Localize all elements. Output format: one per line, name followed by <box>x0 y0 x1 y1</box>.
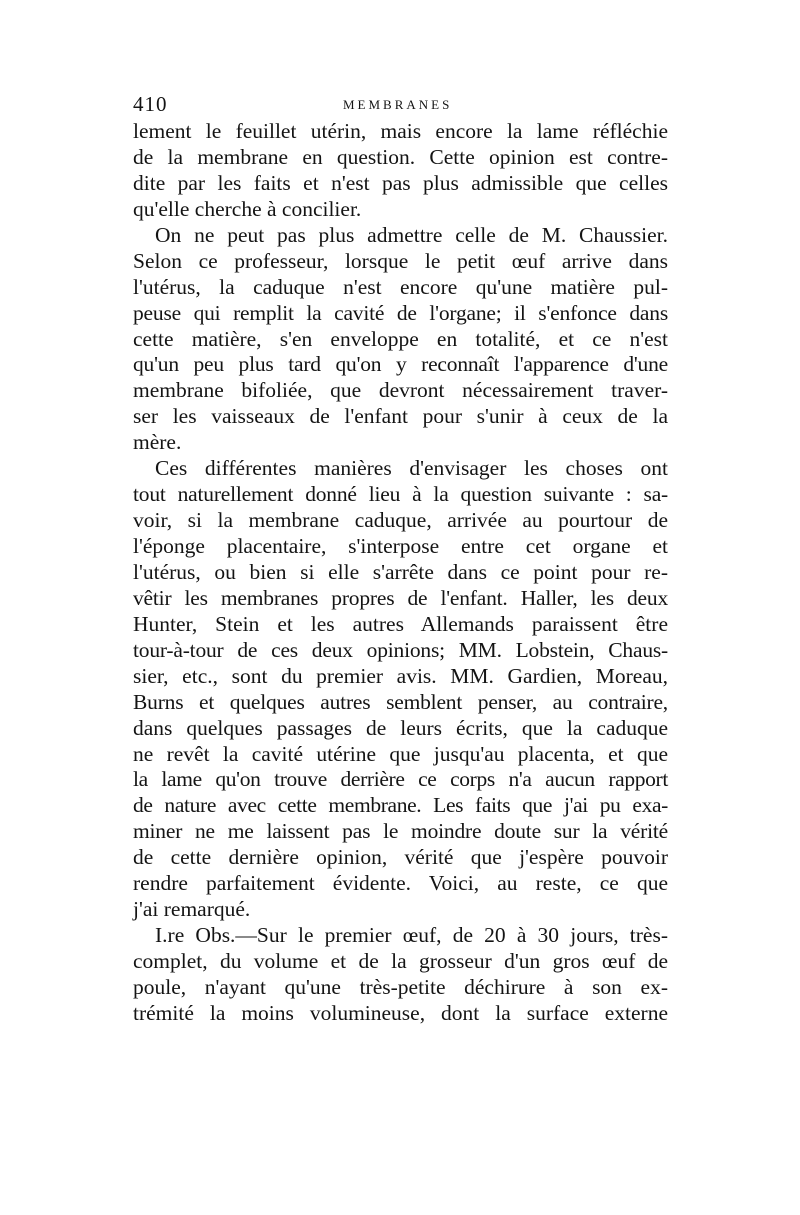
text-line: vêtir les membranes propres de l'enfant. Haller, les deux <box>133 585 668 610</box>
text-line: dite par les faits et n'est pas plus admissible que celles <box>133 170 668 195</box>
text-line: cette matière, s'en enveloppe en totalité, et ce n'est <box>133 326 668 351</box>
text-line: j'ai remarqué. <box>133 897 251 922</box>
text-line: l'éponge placentaire, s'interpose entre cet organe et <box>133 534 668 558</box>
text-line: l'utérus, la caduque n'est encore qu'une matière pul- <box>133 274 668 299</box>
text-line: complet, du volume et de la grosseur d'un gros œuf de <box>133 949 668 973</box>
text-line: ne revêt la cavité utérine que jusqu'au placenta, et que <box>133 741 668 766</box>
text-line: poule, n'ayant qu'une très-petite déchirure à son ex- <box>133 974 668 999</box>
text-line: ser les vaisseaux de l'enfant pour s'unir à ceux de la <box>133 404 668 429</box>
text-line: I.re Obs.—Sur le premier œuf, de 20 à 30 jours, très- <box>155 923 668 948</box>
text-line: membrane bifoliée, que devront nécessairement traver- <box>133 378 668 403</box>
text-line: tour-à-tour de ces deux opinions; MM. Lobstein, Chaus- <box>133 637 668 662</box>
text-line: de nature avec cette membrane. Les faits que j'ai pu exa- <box>133 793 668 818</box>
page-header <box>133 92 668 122</box>
text-line: trémité la moins volumineuse, dont la surface externe <box>133 1000 668 1025</box>
text-line: dans quelques passages de leurs écrits, que la caduque <box>133 715 668 740</box>
text-line: tout naturellement donné lieu à la question suivante : sa- <box>133 482 668 507</box>
text-line: mère. <box>133 430 182 455</box>
page-number: 410 <box>133 92 168 116</box>
text-line: On ne peut pas plus admettre celle de M. Chaussier. <box>155 222 668 247</box>
body-text <box>133 119 668 1027</box>
text-line: lement le feuillet utérin, mais encore la lame réfléchie <box>133 119 668 143</box>
text-line: la lame qu'on trouve derrière ce corps n'a aucun rapport <box>133 767 668 792</box>
text-line: Hunter, Stein et les autres Allemands paraissent être <box>133 611 668 636</box>
text-line: de la membrane en question. Cette opinion est contre- <box>133 144 668 169</box>
text-line: sier, etc., sont du premier avis. MM. Gardien, Moreau, <box>133 663 668 688</box>
text-line: qu'elle cherche à concilier. <box>133 196 362 221</box>
text-line: rendre parfaitement évidente. Voici, au reste, ce que <box>133 871 668 896</box>
text-line: l'utérus, ou bien si elle s'arrête dans ce point pour re- <box>133 559 668 584</box>
text-line: Selon ce professeur, lorsque le petit œuf arrive dans <box>133 248 668 273</box>
text-line: voir, si la membrane caduque, arrivée au pourtour de <box>133 508 668 533</box>
text-line: Ces différentes manières d'envisager les choses ont <box>155 456 668 481</box>
text-line: peuse qui remplit la cavité de l'organe; il s'enfonce dans <box>133 300 668 325</box>
text-line: Burns et quelques autres semblent penser, au contraire, <box>133 689 668 714</box>
text-line: qu'un peu plus tard qu'on y reconnaît l'apparence d'une <box>133 352 668 377</box>
running-head: MEMBRANES <box>343 97 453 112</box>
text-line: miner ne me laissent pas le moindre doute sur la vérité <box>133 819 668 844</box>
text-line: de cette dernière opinion, vérité que j'espère pouvoir <box>133 845 668 870</box>
